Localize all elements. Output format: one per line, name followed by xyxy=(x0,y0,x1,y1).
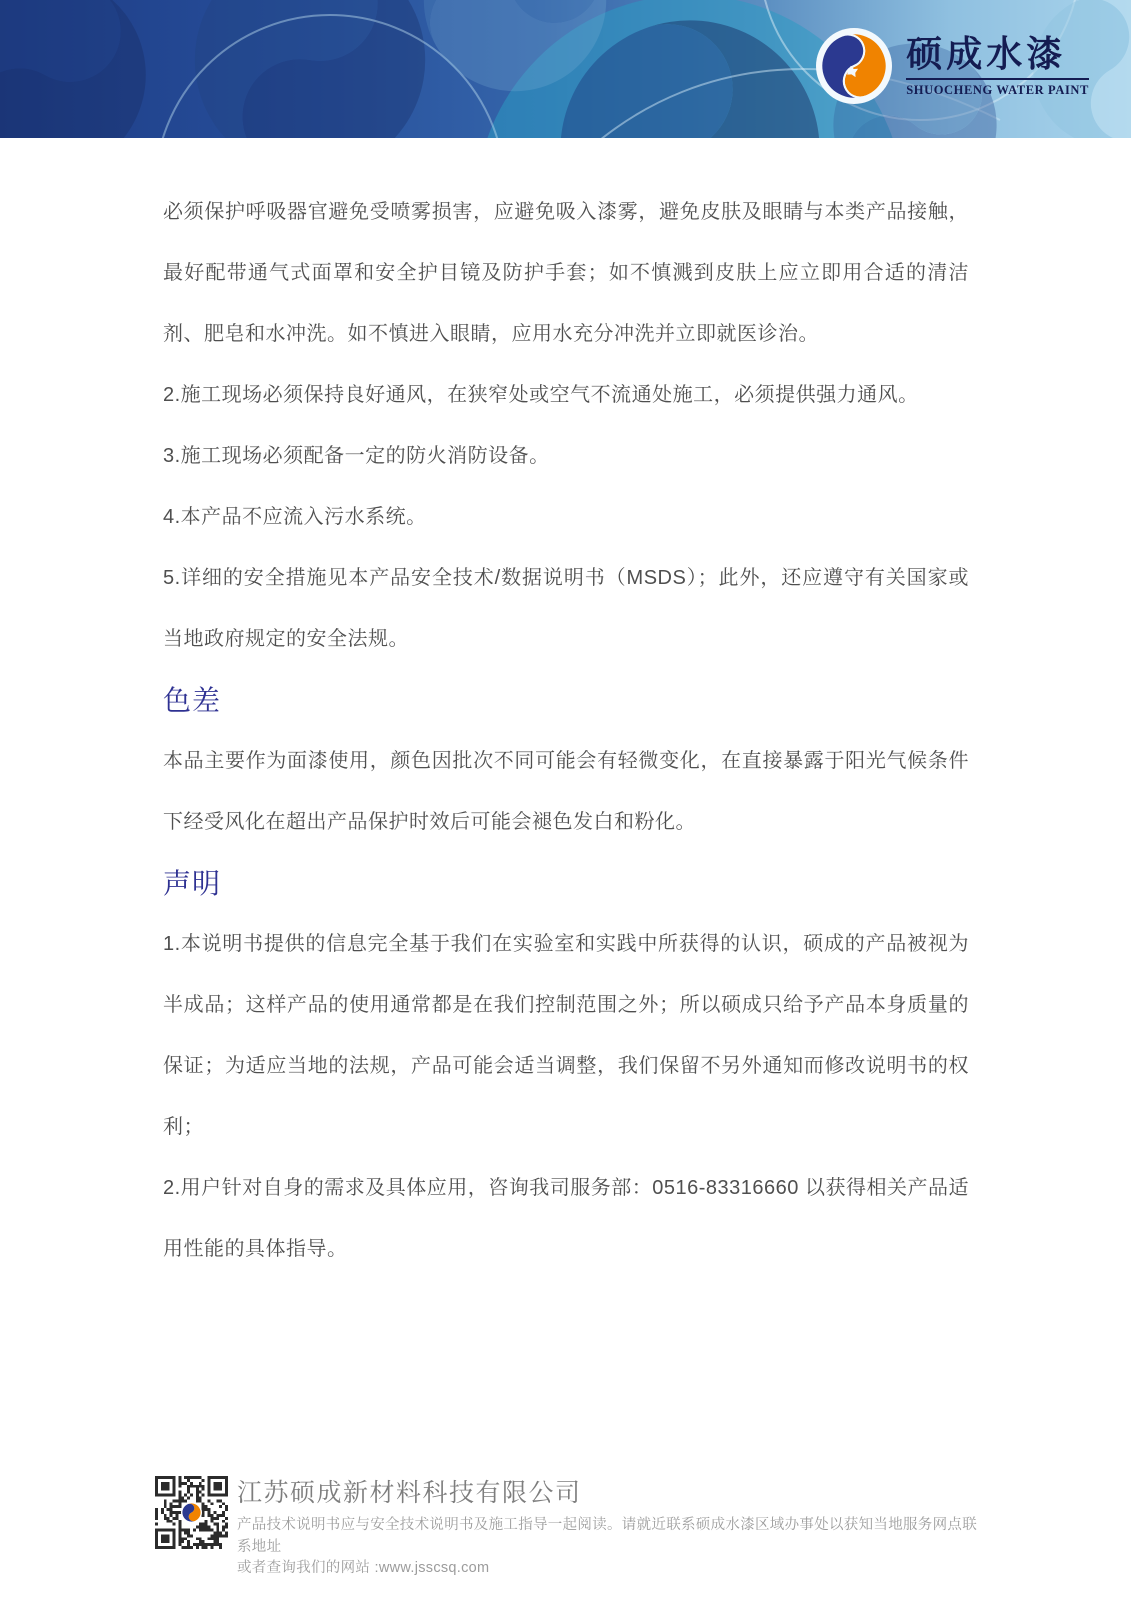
statement-paragraph-1: 1.本说明书提供的信息完全基于我们在实验室和实践中所获得的认识，硕成的产品被视为半成品；这样产品的使用通常都是在我们控制范围之外；所以硕成只给予产品本身质量的保证；为适应当地的法规，产品可能会适当调整，我们保留不另外通知而修改说明书的权利； xyxy=(163,933,969,1138)
footer-company-name: 江苏硕成新材料科技有限公司 xyxy=(237,1479,582,1507)
section-heading-color-difference: 色差 xyxy=(163,685,222,716)
qr-center-logo-icon xyxy=(181,1502,202,1523)
safety-paragraph-4: 4.本产品不应流入污水系统。 xyxy=(163,506,427,528)
safety-paragraph-1: 必须保护呼吸器官避免受喷雾损害，应避免吸入漆雾，避免皮肤及眼睛与本类产品接触，最好配带通气式面罩和安全护目镜及防护手套；如不慎溅到皮肤上应立即用合适的清洁剂、肥皂和水冲洗。如不慎进入眼睛，应用水充分冲洗并立即就医诊治。 xyxy=(163,201,969,345)
brand-name-en: SHUOCHENG WATER PAINT xyxy=(906,83,1089,97)
footer-note xyxy=(237,1515,985,1580)
qr-code xyxy=(155,1476,228,1549)
footer xyxy=(155,1476,985,1580)
color-difference-paragraph: 本品主要作为面漆使用，颜色因批次不同可能会有轻微变化，在直接暴露于阳光气候条件下经受风化在超出产品保护时效后可能会褪色发白和粉化。 xyxy=(163,750,969,833)
header-banner xyxy=(0,0,1131,138)
safety-paragraph-2: 2.施工现场必须保持良好通风，在狭窄处或空气不流通处施工，必须提供强力通风。 xyxy=(163,384,919,406)
footer-note-line1: 产品技术说明书应与安全技术说明书及施工指导一起阅读。请就近联系硕成水漆区域办事处以获知当地服务网点联系地址 xyxy=(237,1517,977,1555)
statement-paragraph-2: 2.用户针对自身的需求及具体应用，咨询我司服务部：0516-83316660 以获得相关产品适用性能的具体指导。 xyxy=(163,1177,969,1260)
logo-swirl-icon xyxy=(814,26,894,106)
brand-name-cn: 硕成水漆 xyxy=(906,34,1089,80)
section-heading-statement: 声明 xyxy=(163,868,222,899)
safety-paragraph-5: 5.详细的安全措施见本产品安全技术/数据说明书（MSDS）；此外，还应遵守有关国家或当地政府规定的安全法规。 xyxy=(163,567,969,650)
footer-note-line2: 或者查询我们的网站 :www.jsscsq.com xyxy=(237,1560,490,1576)
safety-paragraph-3: 3.施工现场必须配备一定的防火消防设备。 xyxy=(163,445,550,467)
brand-logo xyxy=(814,26,1089,106)
document-body xyxy=(163,182,969,1280)
